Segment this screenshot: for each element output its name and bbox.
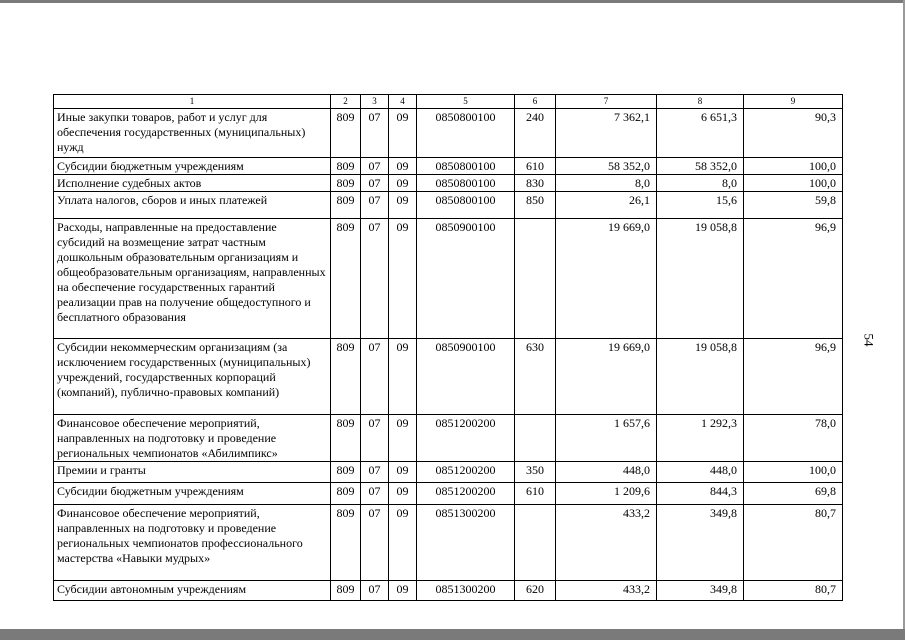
subsection-code-cell: 09	[389, 175, 417, 192]
section-code-cell: 07	[361, 581, 389, 601]
expense-type-cell: 610	[515, 483, 556, 505]
table-row	[54, 483, 843, 505]
executed-amount-cell: 8,0	[657, 175, 744, 192]
executed-amount-cell: 448,0	[657, 462, 744, 483]
item-name-cell: Субсидии некоммерческим организациям (за исключением государственных (муниципальных) учреждений, государственных корпораций (компаний), публично-правовых компаний)	[54, 339, 331, 415]
expense-type-cell: 240	[515, 109, 556, 158]
subsection-code-cell: 09	[389, 505, 417, 581]
item-name-cell: Субсидии бюджетным учреждениям	[54, 158, 331, 175]
admin-code-cell: 809	[331, 483, 361, 505]
executed-amount-cell: 19 058,8	[657, 339, 744, 415]
execution-percent-cell: 96,9	[744, 339, 843, 415]
item-name-cell: Финансовое обеспечение мероприятий, направленных на подготовку и проведение региональных чемпионатов «Абилимпикс»	[54, 415, 331, 462]
scan-top-edge	[0, 0, 905, 3]
section-code-cell: 07	[361, 415, 389, 462]
admin-code-cell: 809	[331, 109, 361, 158]
header-cell-6: 6	[515, 95, 556, 109]
section-code-cell: 07	[361, 175, 389, 192]
section-code-cell: 07	[361, 192, 389, 219]
header-row	[54, 95, 843, 109]
target-article-cell: 0851300200	[417, 505, 515, 581]
table-row	[54, 339, 843, 415]
table-row	[54, 415, 843, 462]
executed-amount-cell: 349,8	[657, 581, 744, 601]
expense-type-cell: 610	[515, 158, 556, 175]
table-row	[54, 158, 843, 175]
admin-code-cell: 809	[331, 415, 361, 462]
execution-percent-cell: 80,7	[744, 505, 843, 581]
expense-type-cell: 630	[515, 339, 556, 415]
execution-percent-cell: 100,0	[744, 158, 843, 175]
executed-amount-cell: 349,8	[657, 505, 744, 581]
target-article-cell: 0850900100	[417, 219, 515, 339]
section-code-cell: 07	[361, 109, 389, 158]
execution-percent-cell: 90,3	[744, 109, 843, 158]
subsection-code-cell: 09	[389, 483, 417, 505]
planned-amount-cell: 26,1	[556, 192, 657, 219]
admin-code-cell: 809	[331, 462, 361, 483]
item-name-cell: Премии и гранты	[54, 462, 331, 483]
subsection-code-cell: 09	[389, 219, 417, 339]
table-row	[54, 505, 843, 581]
planned-amount-cell: 433,2	[556, 581, 657, 601]
table-row	[54, 581, 843, 601]
header-cell-8: 8	[657, 95, 744, 109]
executed-amount-cell: 6 651,3	[657, 109, 744, 158]
planned-amount-cell: 8,0	[556, 175, 657, 192]
table-row	[54, 175, 843, 192]
target-article-cell: 0850900100	[417, 339, 515, 415]
target-article-cell: 0851200200	[417, 462, 515, 483]
admin-code-cell: 809	[331, 505, 361, 581]
executed-amount-cell: 19 058,8	[657, 219, 744, 339]
table-row	[54, 462, 843, 483]
expense-type-cell: 620	[515, 581, 556, 601]
expense-type-cell: 850	[515, 192, 556, 219]
item-name-cell: Субсидии автономным учреждениям	[54, 581, 331, 601]
target-article-cell: 0850800100	[417, 192, 515, 219]
admin-code-cell: 809	[331, 158, 361, 175]
section-code-cell: 07	[361, 339, 389, 415]
planned-amount-cell: 448,0	[556, 462, 657, 483]
expense-type-cell	[515, 219, 556, 339]
planned-amount-cell: 7 362,1	[556, 109, 657, 158]
admin-code-cell: 809	[331, 175, 361, 192]
execution-percent-cell: 78,0	[744, 415, 843, 462]
section-code-cell: 07	[361, 158, 389, 175]
expense-type-cell	[515, 505, 556, 581]
planned-amount-cell: 19 669,0	[556, 219, 657, 339]
target-article-cell: 0851200200	[417, 483, 515, 505]
subsection-code-cell: 09	[389, 192, 417, 219]
header-cell-2: 2	[331, 95, 361, 109]
item-name-cell: Субсидии бюджетным учреждениям	[54, 483, 331, 505]
planned-amount-cell: 1 657,6	[556, 415, 657, 462]
header-cell-7: 7	[556, 95, 657, 109]
execution-percent-cell: 69,8	[744, 483, 843, 505]
section-code-cell: 07	[361, 462, 389, 483]
subsection-code-cell: 09	[389, 339, 417, 415]
expense-type-cell: 830	[515, 175, 556, 192]
planned-amount-cell: 58 352,0	[556, 158, 657, 175]
header-cell-1: 1	[54, 95, 331, 109]
header-cell-5: 5	[417, 95, 515, 109]
admin-code-cell: 809	[331, 581, 361, 601]
item-name-cell: Расходы, направленные на предоставление субсидий на возмещение затрат частным дошкольным образовательным организациям и общеобразовательным организациям, направленных на обеспечение государственных гарантий реализации прав на получение общедоступного и бесплатного образования	[54, 219, 331, 339]
table-row	[54, 192, 843, 219]
executed-amount-cell: 844,3	[657, 483, 744, 505]
admin-code-cell: 809	[331, 339, 361, 415]
section-code-cell: 07	[361, 505, 389, 581]
target-article-cell: 0850800100	[417, 158, 515, 175]
planned-amount-cell: 19 669,0	[556, 339, 657, 415]
subsection-code-cell: 09	[389, 415, 417, 462]
table-body	[54, 95, 843, 601]
executed-amount-cell: 1 292,3	[657, 415, 744, 462]
header-cell-3: 3	[361, 95, 389, 109]
target-article-cell: 0851300200	[417, 581, 515, 601]
section-code-cell: 07	[361, 219, 389, 339]
planned-amount-cell: 433,2	[556, 505, 657, 581]
item-name-cell: Уплата налогов, сборов и иных платежей	[54, 192, 331, 219]
budget-table	[53, 94, 843, 601]
admin-code-cell: 809	[331, 219, 361, 339]
expense-type-cell: 350	[515, 462, 556, 483]
execution-percent-cell: 100,0	[744, 462, 843, 483]
item-name-cell: Исполнение судебных актов	[54, 175, 331, 192]
subsection-code-cell: 09	[389, 158, 417, 175]
subsection-code-cell: 09	[389, 581, 417, 601]
table-row	[54, 219, 843, 339]
item-name-cell: Финансовое обеспечение мероприятий, направленных на подготовку и проведение региональных чемпионатов профессионального мастерства «Навыки мудрых»	[54, 505, 331, 581]
execution-percent-cell: 96,9	[744, 219, 843, 339]
target-article-cell: 0850800100	[417, 109, 515, 158]
execution-percent-cell: 59,8	[744, 192, 843, 219]
target-article-cell: 0851200200	[417, 415, 515, 462]
execution-percent-cell: 100,0	[744, 175, 843, 192]
header-cell-9: 9	[744, 95, 843, 109]
execution-percent-cell: 80,7	[744, 581, 843, 601]
executed-amount-cell: 15,6	[657, 192, 744, 219]
section-code-cell: 07	[361, 483, 389, 505]
table-row	[54, 109, 843, 158]
target-article-cell: 0850800100	[417, 175, 515, 192]
item-name-cell: Иные закупки товаров, работ и услуг для обеспечения государственных (муниципальных) нужд	[54, 109, 331, 158]
executed-amount-cell: 58 352,0	[657, 158, 744, 175]
subsection-code-cell: 09	[389, 109, 417, 158]
scan-bottom-edge	[0, 629, 905, 640]
page-number: 54	[861, 333, 877, 347]
expense-type-cell	[515, 415, 556, 462]
header-cell-4: 4	[389, 95, 417, 109]
subsection-code-cell: 09	[389, 462, 417, 483]
planned-amount-cell: 1 209,6	[556, 483, 657, 505]
admin-code-cell: 809	[331, 192, 361, 219]
